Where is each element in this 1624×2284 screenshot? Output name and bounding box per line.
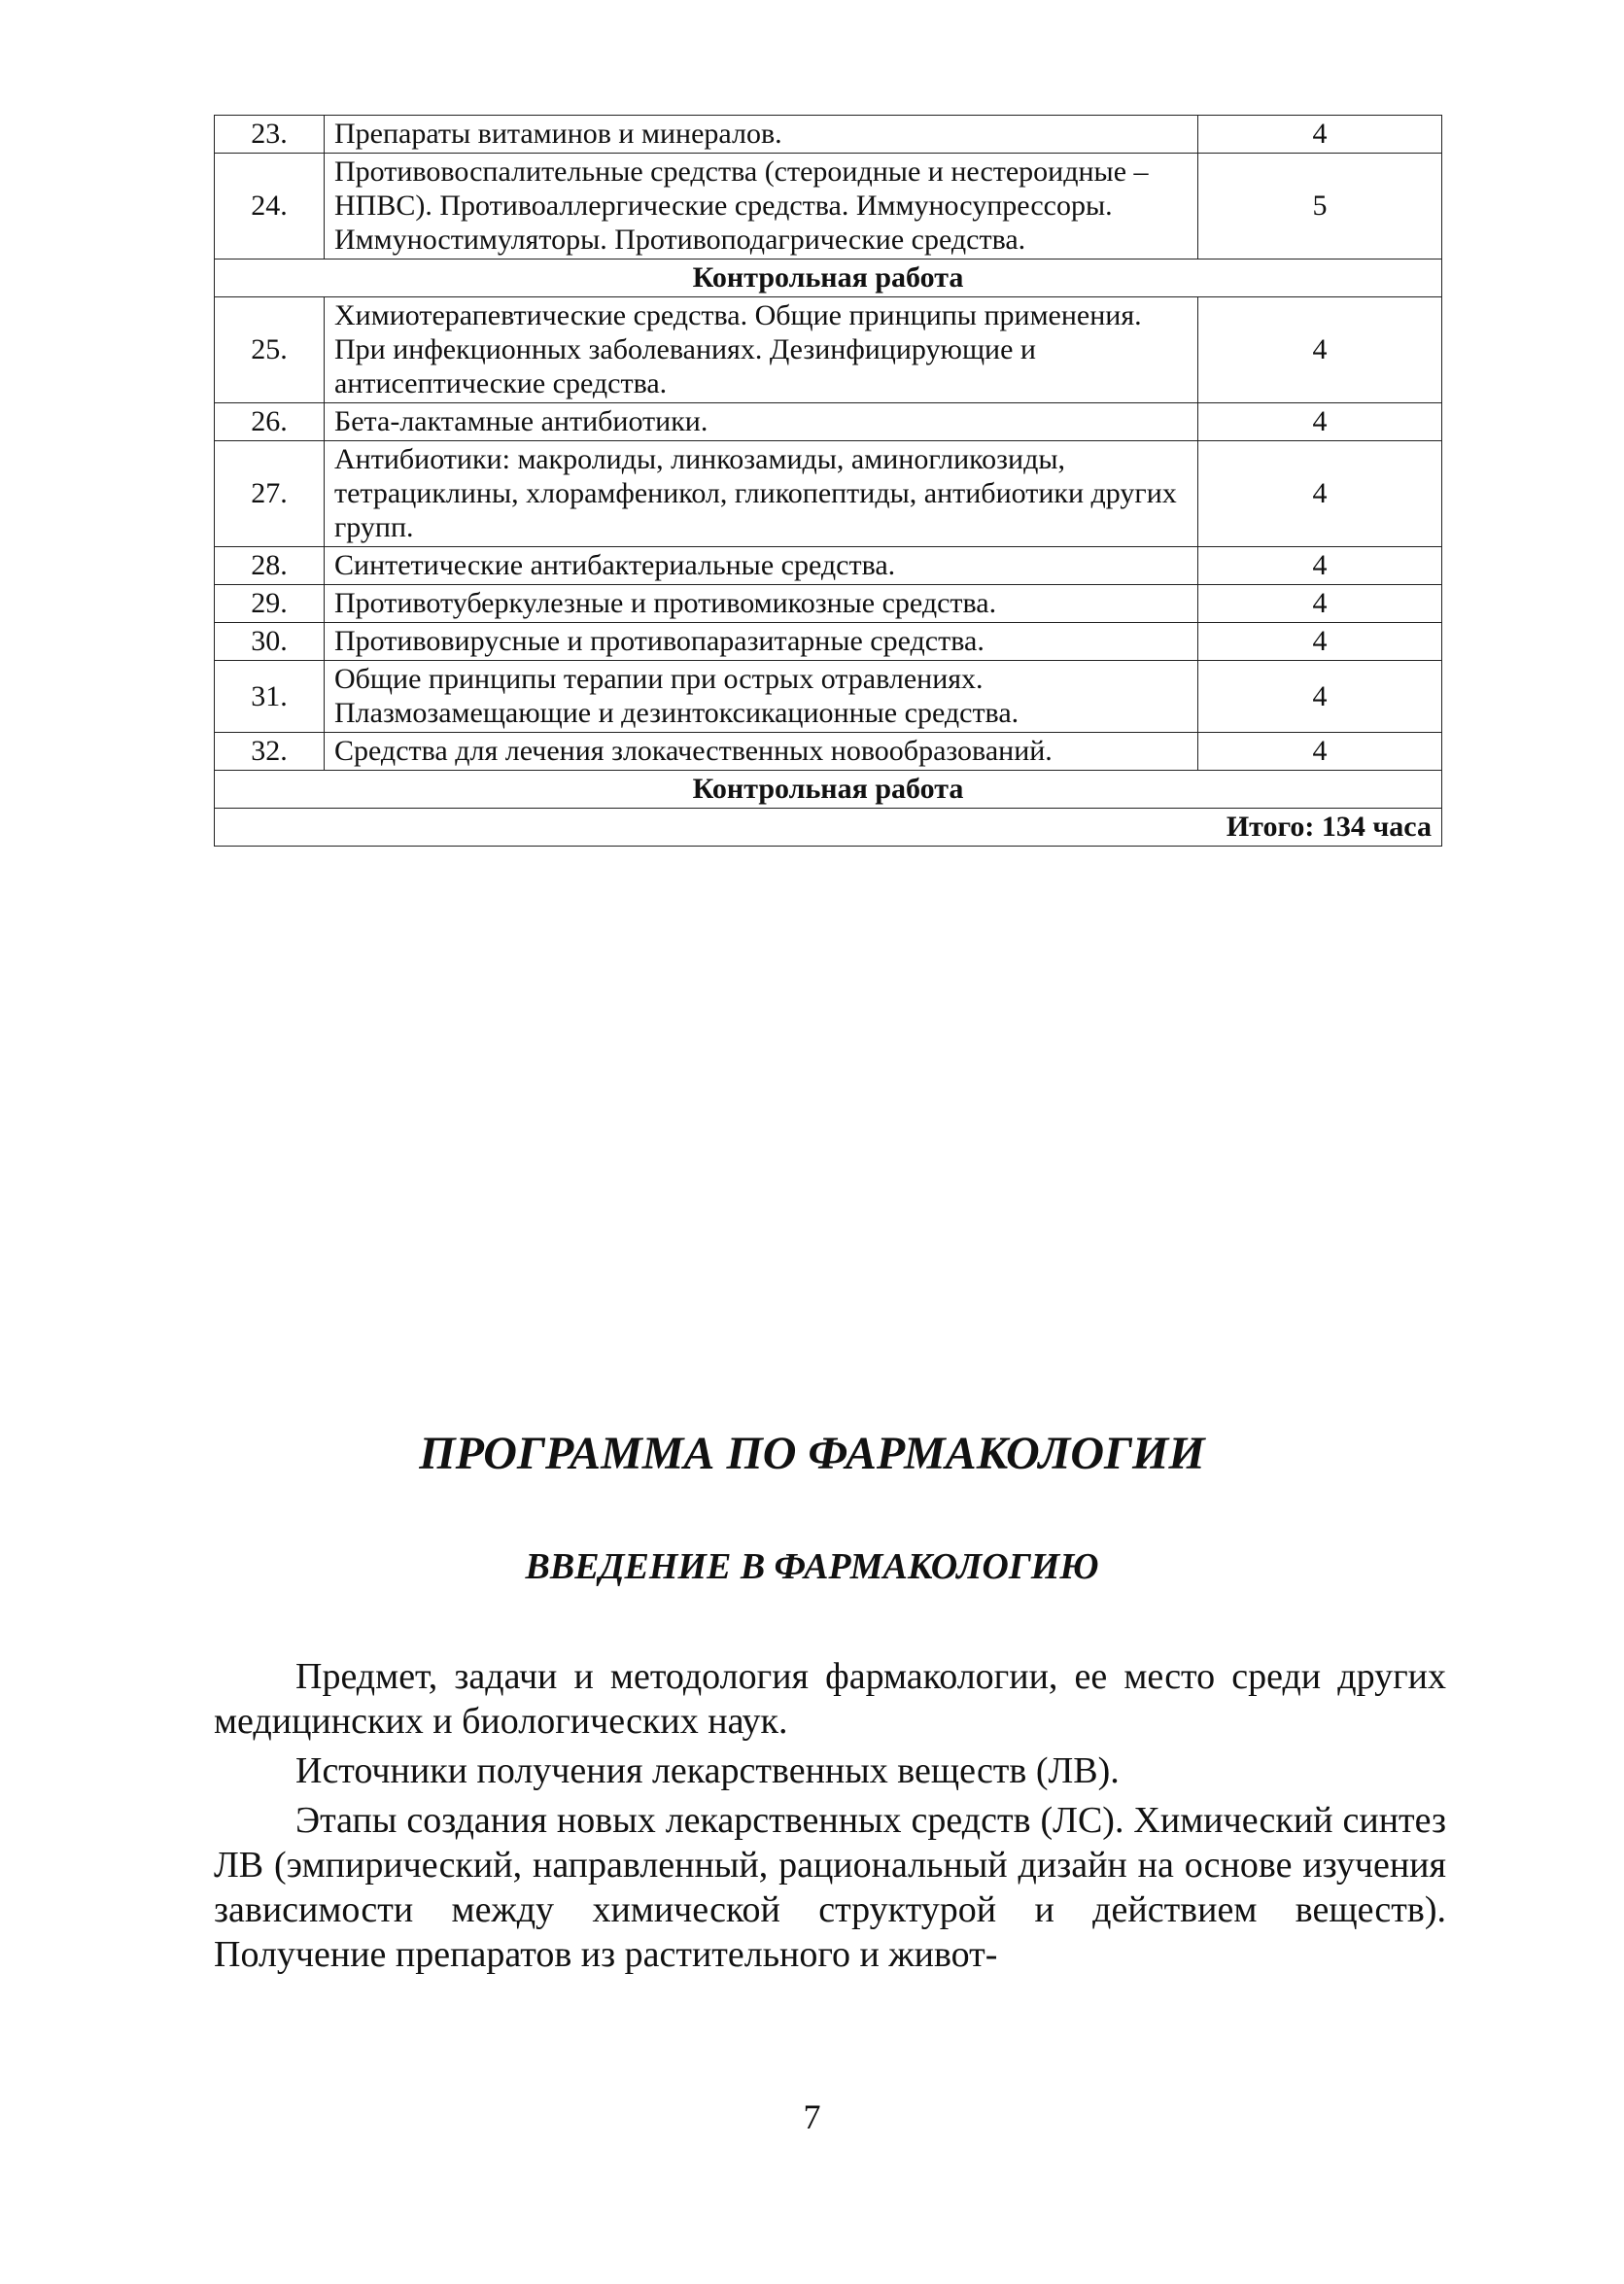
section-title: ВВЕДЕНИЕ В ФАРМАКОЛОГИЮ [525, 1546, 1099, 1587]
row-hours: 4 [1198, 441, 1442, 547]
section-label: Контрольная работа [215, 771, 1442, 809]
row-topic: Бета-лактамные антибиотики. [325, 403, 1198, 441]
row-topic: Противотуберкулезные и противомикозные средства. [325, 585, 1198, 623]
row-number: 31. [215, 661, 325, 733]
row-topic: Общие принципы терапии при острых отравлениях. Плазмозамещающие и дезинтоксикационные средства. [325, 661, 1198, 733]
paragraph: Источники получения лекарственных веществ (ЛВ). [295, 1750, 1120, 1791]
body-text [214, 1654, 1446, 1982]
row-topic: Средства для лечения злокачественных новообразований. [325, 733, 1198, 771]
table-row [215, 154, 1442, 260]
paragraph: Предмет, задачи и методология фармакологии, ее место среди других медицинских и биологических наук. [214, 1656, 1446, 1742]
section-row [215, 260, 1442, 297]
row-topic: Химиотерапевтические средства. Общие принципы применения. При инфекционных заболеваниях. Дезинфицирующие и антисептические средства. [325, 297, 1198, 403]
row-hours: 5 [1198, 154, 1442, 260]
program-title: ПРОГРАММА ПО ФАРМАКОЛОГИИ [419, 1428, 1205, 1479]
row-number: 25. [215, 297, 325, 403]
row-topic: Синтетические антибактериальные средства. [325, 547, 1198, 585]
row-topic: Противовирусные и противопаразитарные средства. [325, 623, 1198, 661]
row-number: 27. [215, 441, 325, 547]
row-topic: Противовоспалительные средства (стероидные и нестероидные – НПВС). Противоаллергические средства. Иммуносупрессоры. Иммуностимуляторы. Противоподагрические средства. [325, 154, 1198, 260]
course-plan-table-wrapper [214, 115, 1442, 847]
table-row [215, 297, 1442, 403]
row-topic: Антибиотики: макролиды, линкозамиды, аминогликозиды, тетрациклины, хлорамфеникол, гликопептиды, антибиотики других групп. [325, 441, 1198, 547]
section-label: Контрольная работа [215, 260, 1442, 297]
row-number: 28. [215, 547, 325, 585]
section-row [215, 771, 1442, 809]
total-row [215, 809, 1442, 847]
table-row [215, 403, 1442, 441]
table-row [215, 661, 1442, 733]
row-topic: Препараты витаминов и минералов. [325, 116, 1198, 154]
row-hours: 4 [1198, 547, 1442, 585]
row-hours: 4 [1198, 403, 1442, 441]
row-number: 26. [215, 403, 325, 441]
paragraph: Этапы создания новых лекарственных средств (ЛС). Химический синтез ЛВ (эмпирический, направленный, рациональный дизайн на основе изучения зависимости между химической структурой и действием веществ). Получение препаратов из растительного и живот- [214, 1800, 1446, 1975]
row-number: 32. [215, 733, 325, 771]
row-number: 29. [215, 585, 325, 623]
course-plan-table [214, 115, 1442, 847]
row-number: 30. [215, 623, 325, 661]
table-row [215, 441, 1442, 547]
page-number: 7 [803, 2097, 821, 2136]
row-number: 24. [215, 154, 325, 260]
row-number: 23. [215, 116, 325, 154]
course-plan-table-body [215, 116, 1442, 809]
row-hours: 4 [1198, 733, 1442, 771]
table-row [215, 547, 1442, 585]
row-hours: 4 [1198, 661, 1442, 733]
table-row [215, 585, 1442, 623]
row-hours: 4 [1198, 623, 1442, 661]
row-hours: 4 [1198, 585, 1442, 623]
table-row [215, 116, 1442, 154]
table-row [215, 623, 1442, 661]
table-row [215, 733, 1442, 771]
row-hours: 4 [1198, 116, 1442, 154]
row-hours: 4 [1198, 297, 1442, 403]
total-hours: Итого: 134 часа [215, 809, 1442, 847]
